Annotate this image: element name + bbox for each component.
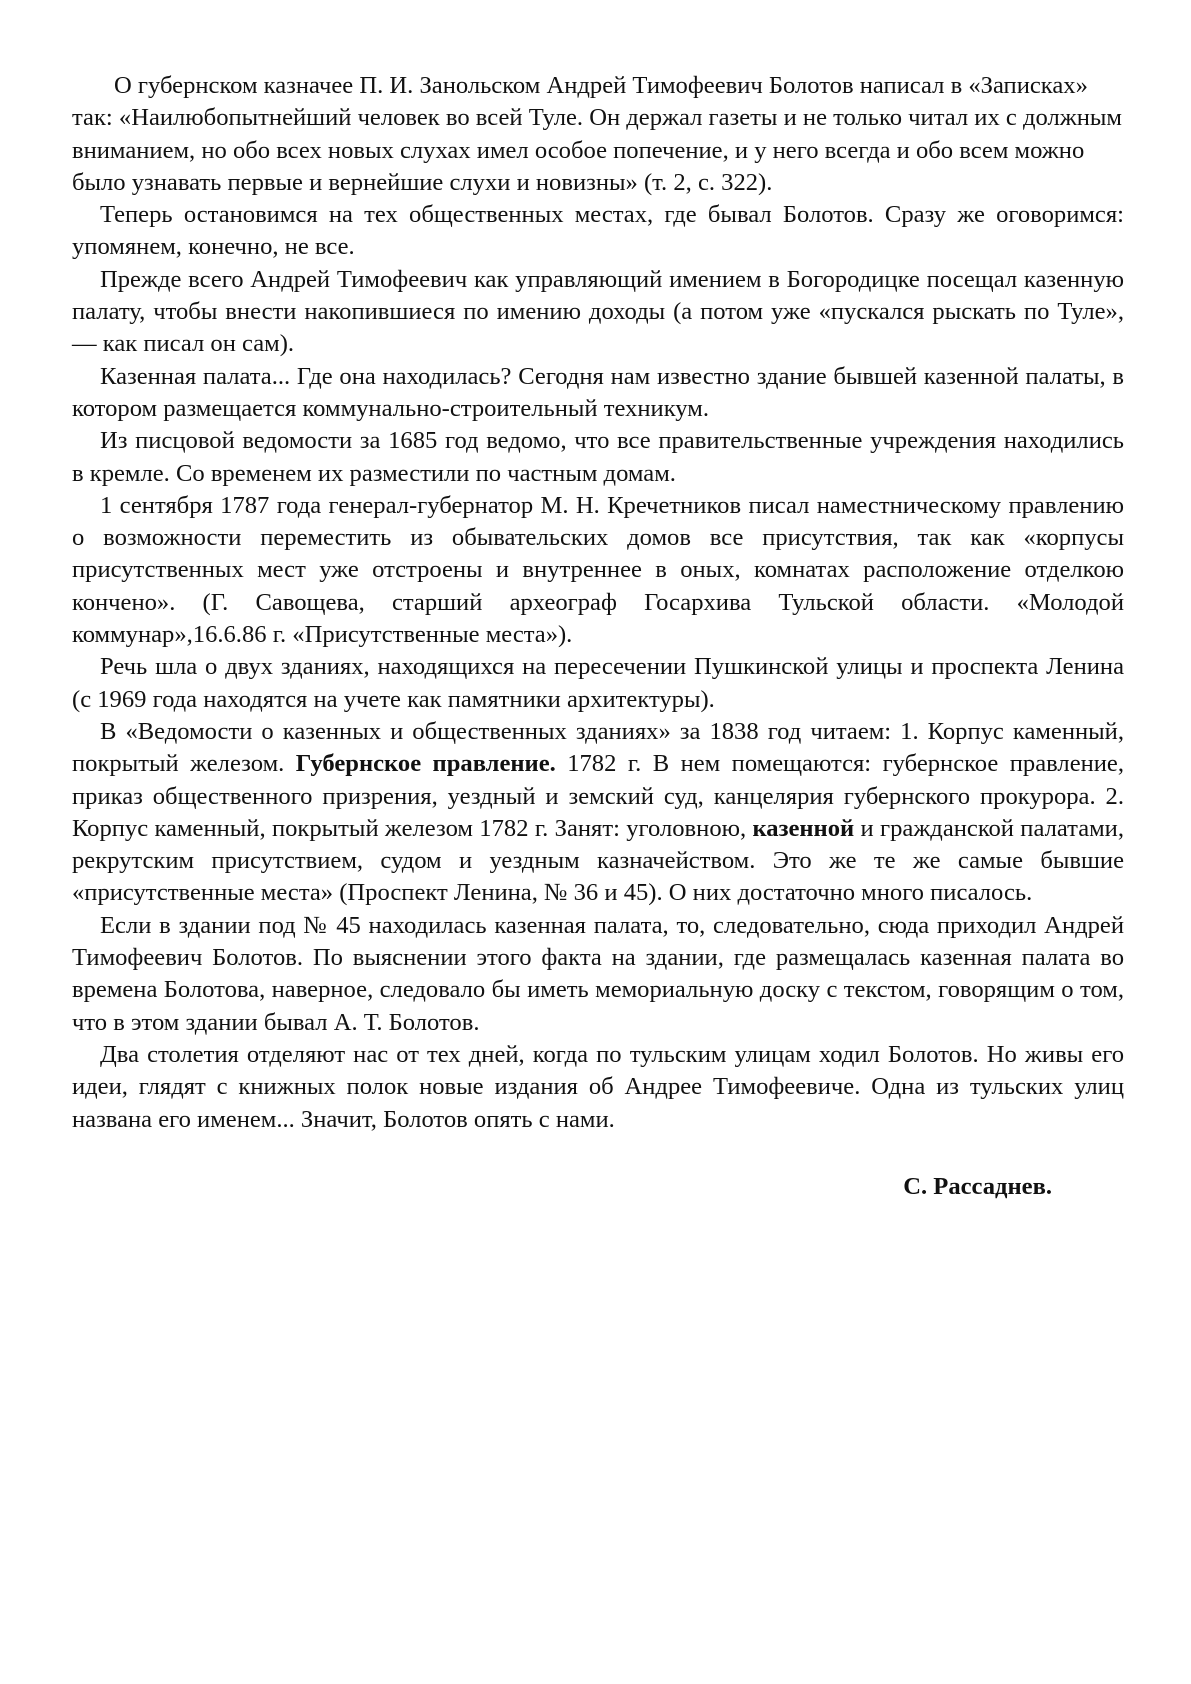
text-segment: Прежде всего Андрей Тимофеевич как управляющий имением в Богородицке посещал казенную палату, чтобы внести накопившиеся по имению доходы (а потом уже «пускался рыскать по Туле», — как писал он сам). <box>72 265 1124 358</box>
document-page <box>72 70 1124 1203</box>
article-paragraph <box>72 264 1124 361</box>
text-segment: В «Ведомости о казенных и общественных зданиях» за 1838 год читаем: 1. Корпус каменный, покрытый железом. <box>72 717 1124 778</box>
text-segment: Речь шла о двух зданиях, находящихся на пересечении Пушкинской улицы и проспекта Ленина (с 1969 года находятся на учете как памятники архитектуры). <box>72 653 1124 713</box>
article-paragraph <box>72 425 1124 490</box>
article-paragraph <box>72 490 1124 651</box>
article-body <box>72 70 1124 1136</box>
bold-text-segment: Губернское правление. <box>295 750 556 778</box>
text-segment: Два столетия отделяют нас от тех дней, когда по тульским улицам ходил Болотов. Но живы его идеи, глядят с книжных полок новые издания об Андрее Тимофеевиче. Одна из тульских улиц названа его именем... Значит, Болотов опять с нами. <box>72 1040 1124 1133</box>
text-segment: 1 сентября 1787 года генерал-губернатор М. Н. Кречетников писал наместническому правлению о возможности переместить из обывательских домов все присутствия, так как «корпусы присутственных мест уже отстроены и внутреннее в оных, комнатах расположение отделкою кончено». (Г. Савощева, старший археограф Госархива Тульской области. «Молодой коммунар»,16.6.86 г. «Присутственные места»). <box>72 491 1124 649</box>
text-segment: 1782 г. В нем помещаются: губернское правление, приказ общественного призрения, уездный и земский суд, канцелярия губернского прокурора. 2. Корпус каменный, покрытый железом 1782 г. Занят: уголовною, <box>72 750 1124 842</box>
text-segment: Казенная палата... Где она находилась? Сегодня нам известно здание бывшей казенной палаты, в котором размещается коммунально-строительный техникум. <box>72 362 1124 422</box>
bold-text-segment: казенной <box>752 814 855 842</box>
article-paragraph <box>72 910 1124 1039</box>
author-signature: С. Рассаднев. <box>903 1172 1052 1200</box>
text-segment: О губернском казначее П. И. Занольском Андрей Тимофеевич Болотов написал в «Записках» так: «Наилюбопытнейший человек во всей Туле. Он держал газеты и не только читал их с должным вниманием, но обо всех новых слухах имел особое попечение, и у него всегда и обо всем можно было узнавать первые и вернейшие слухи и новизны» (т. 2, с. 322). <box>72 72 1122 196</box>
article-paragraph <box>72 361 1124 426</box>
article-paragraph <box>72 70 1124 199</box>
text-segment: Теперь остановимся на тех общественных местах, где бывал Болотов. Сразу же оговоримся: упомянем, конечно, не все. <box>72 201 1124 261</box>
text-segment: и гражданской палатами, рекрутским присутствием, судом и уездным казначейством. Это же те же самые бывшие «присутственные места» (Проспект Ленина, № 36 и 45). О них достаточно много писалось. <box>72 814 1124 907</box>
article-paragraph <box>72 199 1124 264</box>
text-segment: Из писцовой ведомости за 1685 год ведомо, что все правительственные учреждения находились в кремле. Со временем их разместили по частным домам. <box>72 427 1124 487</box>
article-paragraph <box>72 716 1124 910</box>
text-segment: Если в здании под № 45 находилась казенная палата, то, следовательно, сюда приходил Андрей Тимофеевич Болотов. По выяснении этого факта на здании, где размещалась казенная палата во времена Болотова, наверное, следовало бы иметь мемориальную доску с текстом, говорящим о том, что в этом здании бывал А. Т. Болотов. <box>72 911 1124 1036</box>
article-paragraph <box>72 651 1124 716</box>
article-paragraph <box>72 1039 1124 1136</box>
